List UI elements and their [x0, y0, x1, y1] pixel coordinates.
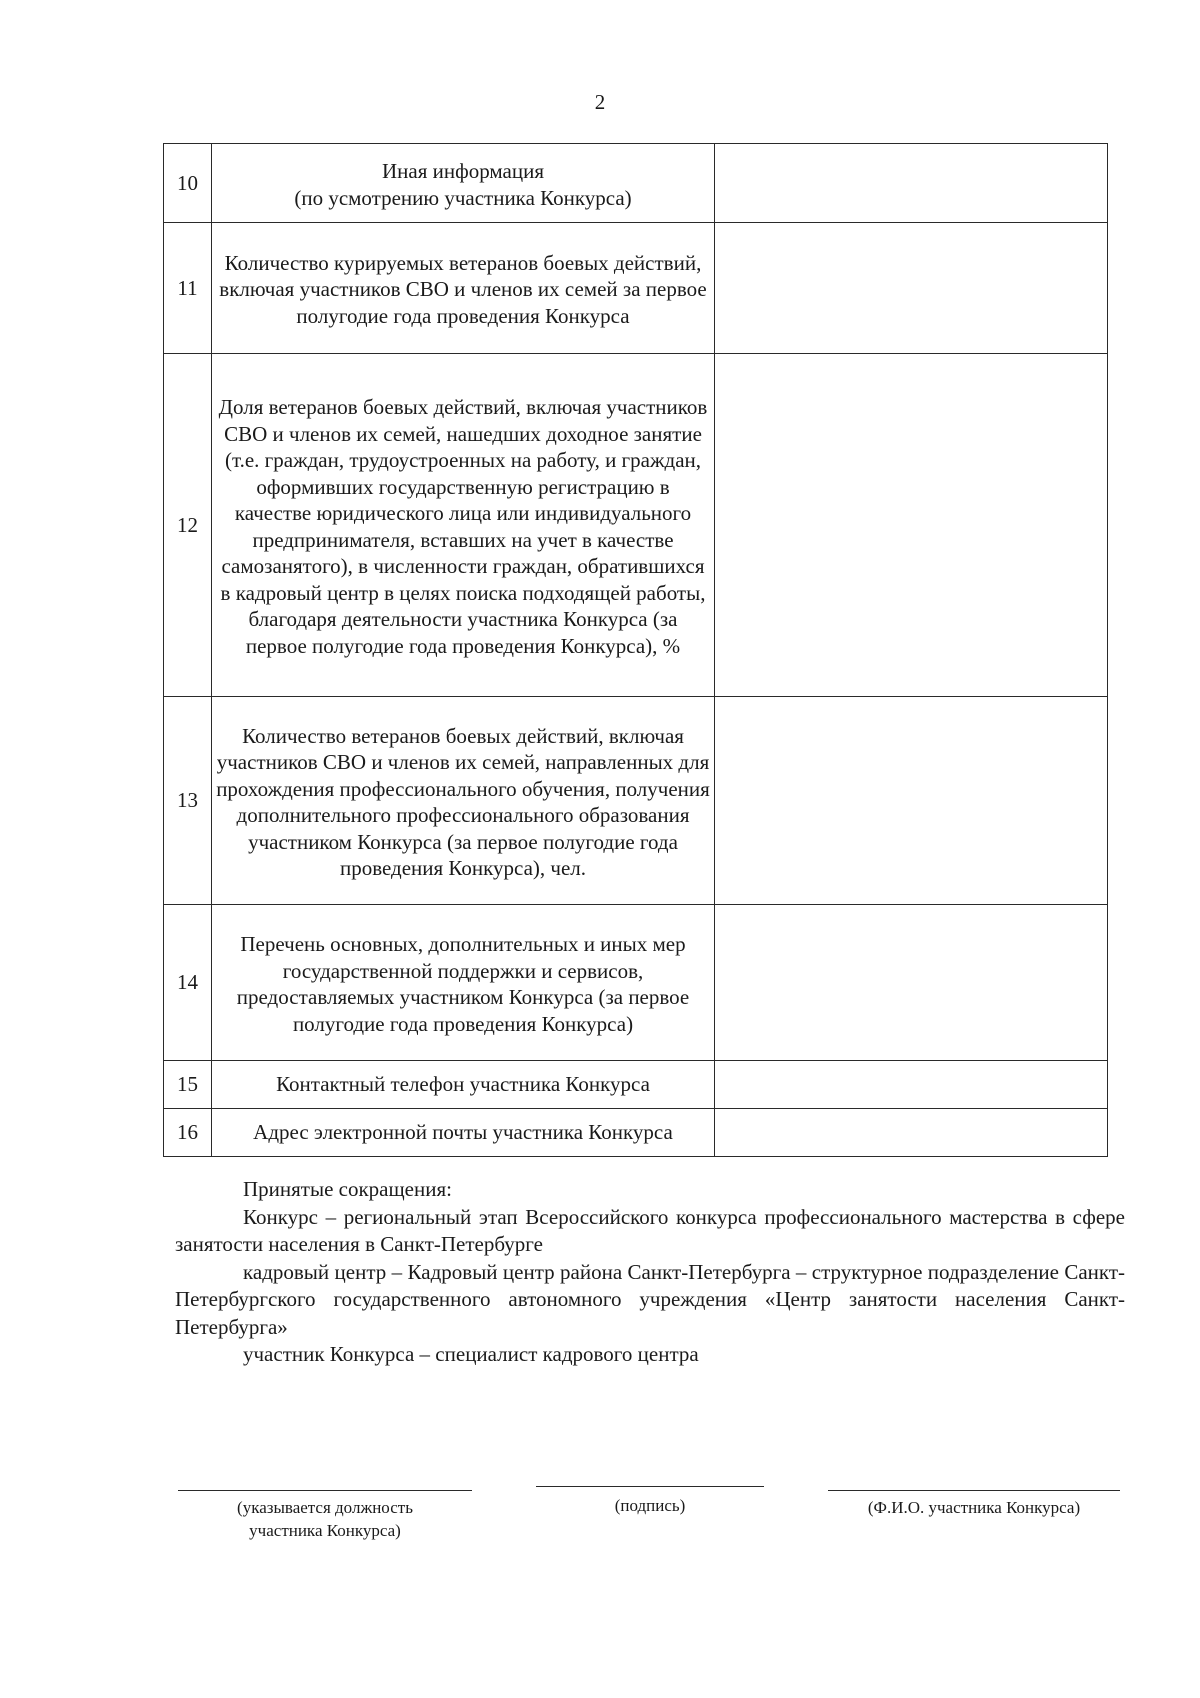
name-caption: (Ф.И.О. участника Конкурса) [867, 1498, 1081, 1517]
table-row [164, 1061, 1108, 1109]
row-description-text: Контактный телефон участника Конкурса [276, 1072, 650, 1097]
table-row [164, 354, 1108, 697]
competition-form-table [163, 143, 1108, 1157]
position-signature-line [178, 1490, 472, 1491]
row-description [212, 697, 715, 905]
row-value [715, 1061, 1108, 1109]
row-description [212, 223, 715, 354]
row-description [212, 354, 715, 697]
table-row [164, 144, 1108, 223]
row-number: 13 [164, 697, 212, 905]
abbreviations-heading: Принятые сокращения: [243, 1177, 452, 1201]
table-row [164, 223, 1108, 354]
abbreviation-item: Конкурс – региональный этап Всероссийского конкурса профессионального мастерства в сфере занятости населения в Санкт-Петербурге [175, 1204, 1125, 1256]
row-value [715, 905, 1108, 1061]
row-description-text: Количество ветеранов боевых действий, включая участников СВО и членов их семей, направленных для прохождения профессионального обучения, получения дополнительного профессионального образования участником Конкурса (за первое полугодие года проведения Конкурса), чел. [216, 723, 710, 880]
page-number: 2 [594, 90, 606, 114]
row-value [715, 144, 1108, 223]
row-number: 14 [164, 905, 212, 1061]
row-number: 11 [164, 223, 212, 354]
row-description-text: Доля ветеранов боевых действий, включая участников СВО и членов их семей, нашедших доходное занятие (т.е. граждан, трудоустроенных на работу, и граждан, оформивших государственную регистрацию в качестве юридического лица или индивидуального предпринимателя, вставших на учет в качестве самозанятого), в численности граждан, обратившихся в кадровый центр в целях поиска подходящей работы, благодаря деятельности участника Конкурса (за первое полугодие года проведения Конкурса), % [218, 395, 708, 658]
row-number: 10 [164, 144, 212, 223]
position-caption: (указывается должность участника Конкурса) [237, 1498, 413, 1540]
row-description [212, 905, 715, 1061]
abbreviations-section [175, 1176, 1125, 1369]
row-value [715, 354, 1108, 697]
row-description [212, 1109, 715, 1157]
signature-line [536, 1486, 764, 1487]
row-description [212, 1061, 715, 1109]
row-number: 12 [164, 354, 212, 697]
row-description-text: Количество курируемых ветеранов боевых действий, включая участников СВО и членов их семей за первое полугодие года проведения Конкурса [219, 250, 707, 328]
row-description-text: Иная информация (по усмотрению участника Конкурса) [294, 159, 632, 210]
row-description [212, 144, 715, 223]
row-value [715, 223, 1108, 354]
name-signature-line [828, 1490, 1120, 1491]
row-description-text: Перечень основных, дополнительных и иных мер государственной поддержки и сервисов, предоставляемых участником Конкурса (за первое полугодие года проведения Конкурса) [236, 932, 690, 1036]
row-number: 15 [164, 1061, 212, 1109]
table-row [164, 905, 1108, 1061]
row-description-text: Адрес электронной почты участника Конкурса [253, 1120, 673, 1145]
row-value [715, 697, 1108, 905]
table-row [164, 1109, 1108, 1157]
row-value [715, 1109, 1108, 1157]
signature-caption: (подпись) [614, 1496, 686, 1515]
abbreviation-item: участник Конкурса – специалист кадрового центра [243, 1342, 699, 1366]
abbreviation-item: кадровый центр – Кадровый центр района Санкт-Петербурга – структурное подразделение Санкт-Петербургского государственного автономного учреждения «Центр занятости населения Санкт-Петербурга» [175, 1259, 1125, 1339]
table-row [164, 697, 1108, 905]
row-number: 16 [164, 1109, 212, 1157]
